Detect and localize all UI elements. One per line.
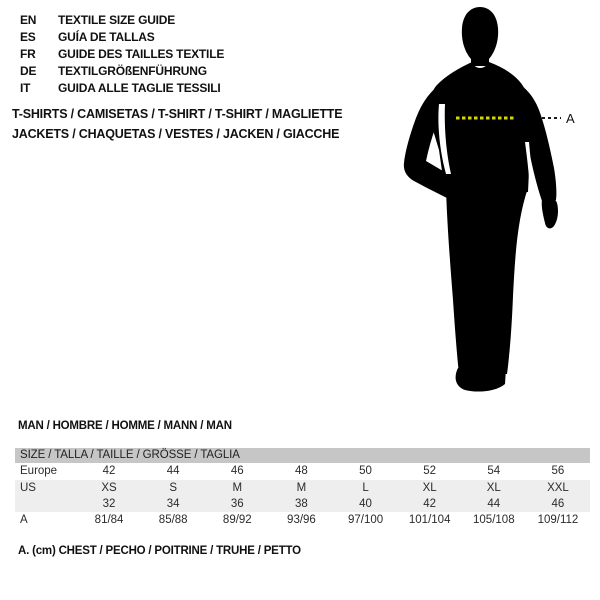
language-row-de xyxy=(20,63,224,80)
language-title: GUIDE DES TAILLES TEXTILE xyxy=(58,47,225,61)
table-cell: 46 xyxy=(551,498,565,510)
row-label: Europe xyxy=(20,465,58,477)
language-row-fr xyxy=(20,46,224,63)
table-cell: M xyxy=(296,482,307,494)
table-cell: XS xyxy=(101,482,117,494)
table-cell: 97/100 xyxy=(347,514,384,526)
section-heading: MAN / HOMBRE / HOMME / MANN / MAN xyxy=(18,420,232,432)
table-cell: M xyxy=(232,482,243,494)
table-cell: 85/88 xyxy=(158,514,188,526)
language-list xyxy=(20,12,224,97)
language-title: TEXTILE SIZE GUIDE xyxy=(58,13,176,27)
table-band xyxy=(15,480,590,512)
language-title: GUÍA DE TALLAS xyxy=(58,30,155,44)
table-cell: 38 xyxy=(295,498,308,510)
language-row-es xyxy=(20,29,224,46)
table-cell: 32 xyxy=(102,498,116,510)
table-cell: 50 xyxy=(359,465,372,477)
language-code: DE xyxy=(20,64,37,78)
table-cell: XXL xyxy=(547,482,569,494)
table-cell: 42 xyxy=(102,465,116,477)
table-cell: 36 xyxy=(230,498,244,510)
table-row-europe xyxy=(15,463,590,480)
measure-label-a: A xyxy=(566,111,575,126)
language-title: TEXTILGRÖßENFÜHRUNG xyxy=(58,64,207,78)
table-cell: 81/84 xyxy=(94,514,124,526)
language-row-it xyxy=(20,80,224,97)
table-cell: 109/112 xyxy=(537,514,579,526)
table-cell: 46 xyxy=(230,465,244,477)
table-cell: 101/104 xyxy=(408,514,451,526)
silhouette-shoe xyxy=(456,368,506,392)
silhouette-legs xyxy=(446,188,528,374)
language-row-en xyxy=(20,12,224,29)
row-label xyxy=(15,496,77,512)
table-cell: 89/92 xyxy=(222,514,252,526)
table-cell: 105/108 xyxy=(473,514,515,526)
table-cell: 44 xyxy=(487,498,501,510)
size-table-header: SIZE / TALLA / TAILLE / GRÖSSE / TAGLIA xyxy=(15,448,590,463)
table-row-chest xyxy=(15,512,590,529)
table-cell: S xyxy=(169,482,178,494)
table-cell: 34 xyxy=(166,498,180,510)
language-code: FR xyxy=(20,47,36,61)
measurement-legend: A. (cm) CHEST / PECHO / POITRINE / TRUHE / PETTO xyxy=(18,545,301,557)
language-code: EN xyxy=(20,13,37,27)
category-tshirts: T-SHIRTS / CAMISETAS / T-SHIRT / T-SHIRT / MAGLIETTE xyxy=(12,107,343,121)
language-code: ES xyxy=(20,30,36,44)
table-cell: 40 xyxy=(359,498,372,510)
table-row-us xyxy=(15,480,590,496)
category-lines xyxy=(12,104,342,144)
table-row-us-numeric xyxy=(15,496,590,512)
table-cell: 52 xyxy=(423,465,437,477)
row-label: A xyxy=(20,514,28,526)
language-title: GUIDA ALLE TAGLIE TESSILI xyxy=(58,81,221,95)
table-cell: XL xyxy=(422,482,437,494)
table-cell: 42 xyxy=(423,498,437,510)
man-silhouette-svg xyxy=(395,0,595,400)
table-cell: 93/96 xyxy=(287,514,316,526)
silhouette-right-hand xyxy=(542,198,558,229)
category-jackets: JACKETS / CHAQUETAS / VESTES / JACKEN / GIACCHE xyxy=(12,127,340,141)
table-cell: 48 xyxy=(295,465,308,477)
table-cell: 54 xyxy=(487,465,501,477)
size-table xyxy=(15,448,590,529)
row-label: US xyxy=(20,482,36,494)
language-code: IT xyxy=(20,81,31,95)
table-cell: 44 xyxy=(166,465,180,477)
man-silhouette xyxy=(395,0,595,400)
table-cell: L xyxy=(362,482,369,494)
silhouette-head xyxy=(462,7,498,66)
table-cell: 56 xyxy=(551,465,565,477)
table-cell: XL xyxy=(486,482,501,494)
